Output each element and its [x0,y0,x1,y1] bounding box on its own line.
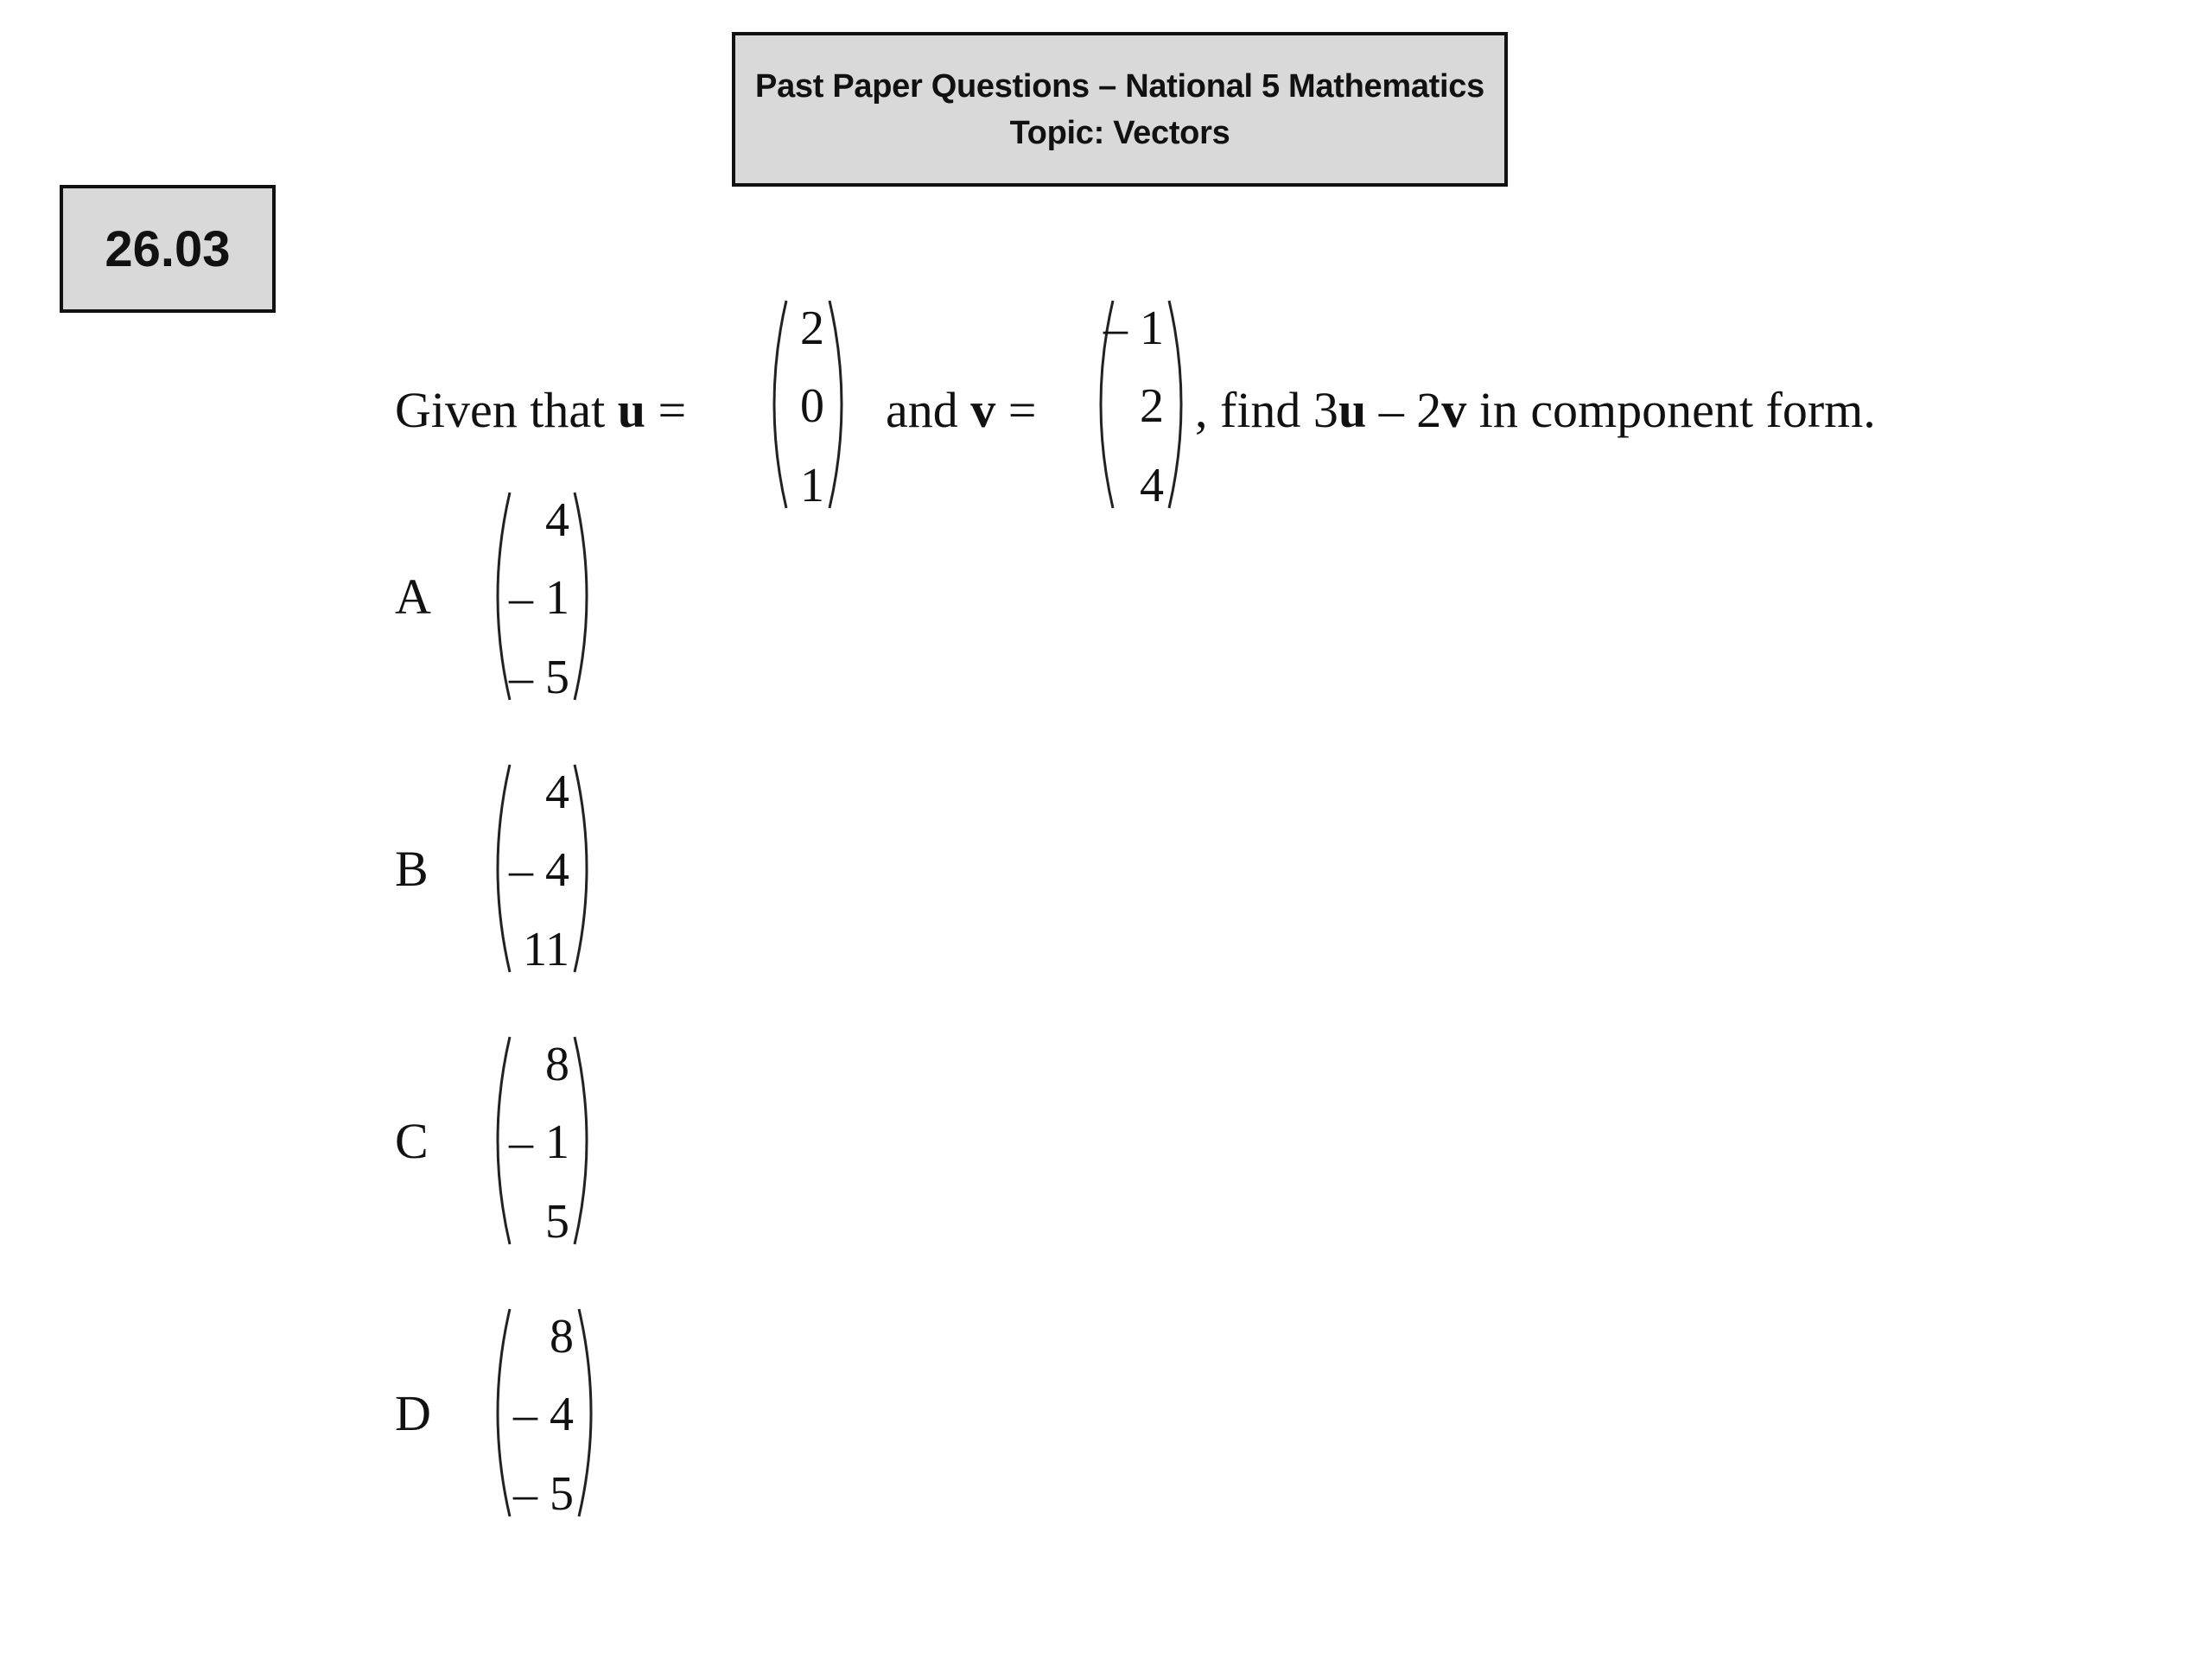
vector-u-entry-2: 0 [800,379,824,433]
question-stem-and: and v = [886,382,1037,438]
question-number: 26.03 [60,185,276,313]
option-b-entry-1: 4 [545,766,569,819]
option-b-entry-3: 11 [523,923,569,976]
option-c-entry-3: 5 [545,1195,569,1249]
option-a-entry-3: – 5 [509,651,569,704]
header-box [732,32,1508,187]
option-b-vector [484,758,601,978]
option-c-entry-2: – 1 [509,1116,569,1169]
vector-v-entry-1: – 1 [1103,302,1164,355]
question-stem-end: , find 3u – 2v in component form. [1195,382,1876,438]
vector-v-entry-2: 2 [1140,379,1164,433]
vector-v-entry-3: 4 [1140,459,1164,512]
option-a-entry-2: – 1 [509,571,569,625]
option-d-letter: D [395,1385,431,1441]
question-stem-start: Given that u = [395,382,687,438]
header-title: Past Paper Questions – National 5 Mathematics [755,67,1484,105]
option-d-entry-1: 8 [550,1310,574,1363]
vector-u-entry-1: 2 [800,302,824,355]
vector-u [760,294,855,514]
option-b-letter: B [395,841,429,897]
option-d-entry-3: – 5 [513,1467,574,1521]
header-topic: Topic: Vectors [1009,114,1230,151]
option-c-vector [484,1030,601,1250]
option-a-entry-1: 4 [545,493,569,547]
vector-u-entry-3: 1 [800,459,824,512]
option-d-vector [484,1302,605,1522]
option-d-entry-2: – 4 [513,1388,574,1441]
option-a-vector [484,486,601,706]
option-c-entry-1: 8 [545,1038,569,1091]
option-c-letter: C [395,1113,429,1169]
option-b-entry-2: – 4 [509,843,569,897]
vector-v [1087,294,1195,514]
option-a-letter: A [395,569,431,625]
